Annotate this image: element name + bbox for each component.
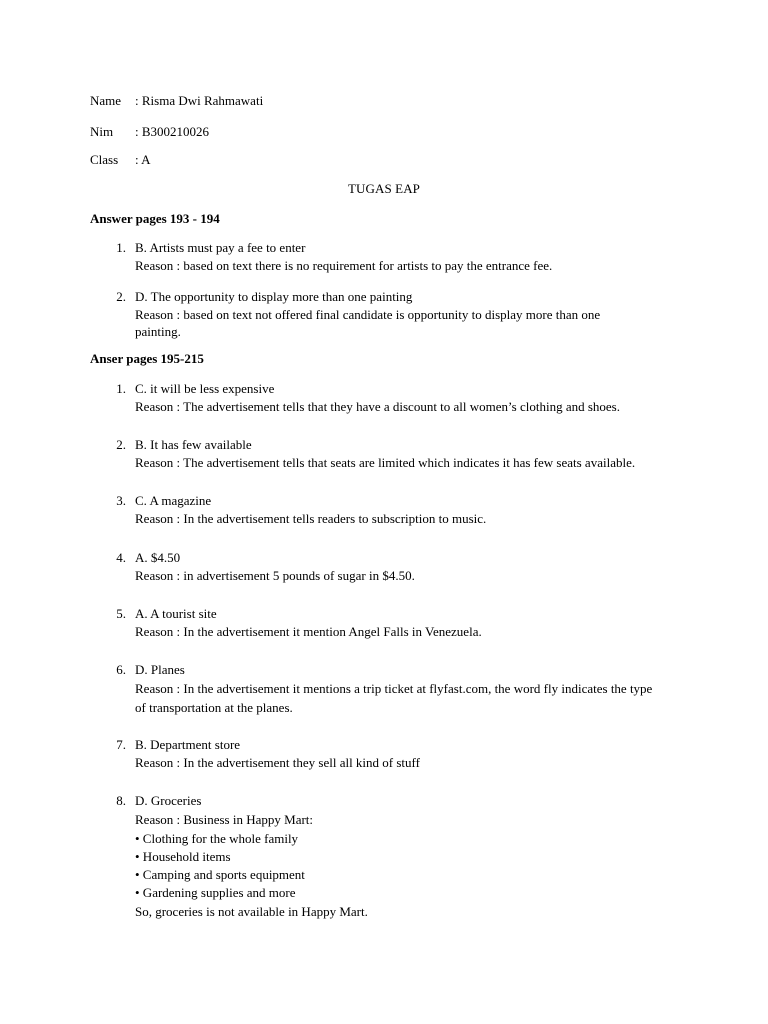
item-answer: A. A tourist site	[135, 606, 217, 621]
item-number: 2.	[116, 289, 126, 304]
bullet-item: • Clothing for the whole family	[135, 831, 299, 846]
document-title: TUGAS EAP	[347, 181, 421, 196]
item-body	[135, 288, 680, 340]
item-number: 4.	[116, 550, 126, 565]
item-answer: D. The opportunity to display more than one painting	[135, 289, 413, 304]
item-answer: C. it will be less expensive	[135, 381, 275, 396]
item-body	[135, 239, 680, 275]
item-body	[135, 792, 680, 921]
item-reason: Reason : in advertisement 5 pounds of sugar in $4.50.	[135, 568, 415, 583]
item-number: 5.	[116, 606, 126, 621]
bullet-item: • Gardening supplies and more	[135, 885, 296, 900]
item-number: 6.	[116, 662, 126, 677]
bullet-item: • Camping and sports equipment	[135, 867, 305, 882]
item-number: 8.	[116, 793, 126, 808]
item-answer: D. Planes	[135, 662, 185, 677]
item-answer: B. Department store	[135, 737, 241, 752]
class-label: Class	[90, 152, 119, 167]
item-reason: Reason : based on text not offered final candidate is opportunity to display more than one painting.	[135, 307, 601, 339]
item-answer: B. It has few available	[135, 437, 252, 452]
item-reason: Reason : based on text there is no requirement for artists to pay the entrance fee.	[135, 258, 553, 273]
item-body	[135, 436, 680, 472]
section-heading-1: Answer pages 193 - 194	[90, 211, 220, 226]
item-reason: Reason : In the advertisement it mentions a trip ticket at flyfast.com, the word fly indicates the type of transportation at the planes.	[135, 681, 653, 715]
item-reason: Reason : The advertisement tells that they have a discount to all women’s clothing and shoes.	[135, 399, 620, 414]
item-reason: Reason : In the advertisement it mention Angel Falls in Venezuela.	[135, 624, 482, 639]
item-body	[135, 492, 680, 528]
item-number: 2.	[116, 437, 126, 452]
name-label: Name	[90, 93, 122, 108]
item-body	[135, 380, 680, 416]
item-body	[135, 605, 680, 641]
nim-label: Nim	[90, 124, 114, 139]
nim-value: : B300210026	[135, 124, 210, 139]
name-value: : Risma Dwi Rahmawati	[135, 93, 264, 108]
section-heading-2: Anser pages 195-215	[90, 351, 204, 366]
item-answer: D. Groceries	[135, 793, 202, 808]
item-body	[135, 549, 680, 585]
item-number: 3.	[116, 493, 126, 508]
class-value: : A	[135, 152, 151, 167]
item-reason: Reason : Business in Happy Mart:	[135, 812, 314, 827]
item-number: 7.	[116, 737, 126, 752]
bullet-item: • Household items	[135, 849, 231, 864]
item-body	[135, 661, 680, 717]
item-number: 1.	[116, 381, 126, 396]
item-body	[135, 736, 680, 772]
item-reason: Reason : In the advertisement they sell all kind of stuff	[135, 755, 420, 770]
item-answer: C. A magazine	[135, 493, 212, 508]
item-answer: B. Artists must pay a fee to enter	[135, 240, 306, 255]
item-reason: Reason : The advertisement tells that seats are limited which indicates it has few seats available.	[135, 455, 636, 470]
item-number: 1.	[116, 240, 126, 255]
item-answer: A. $4.50	[135, 550, 181, 565]
item-conclusion: So, groceries is not available in Happy Mart.	[135, 904, 368, 919]
item-reason: Reason : In the advertisement tells readers to subscription to music.	[135, 511, 487, 526]
